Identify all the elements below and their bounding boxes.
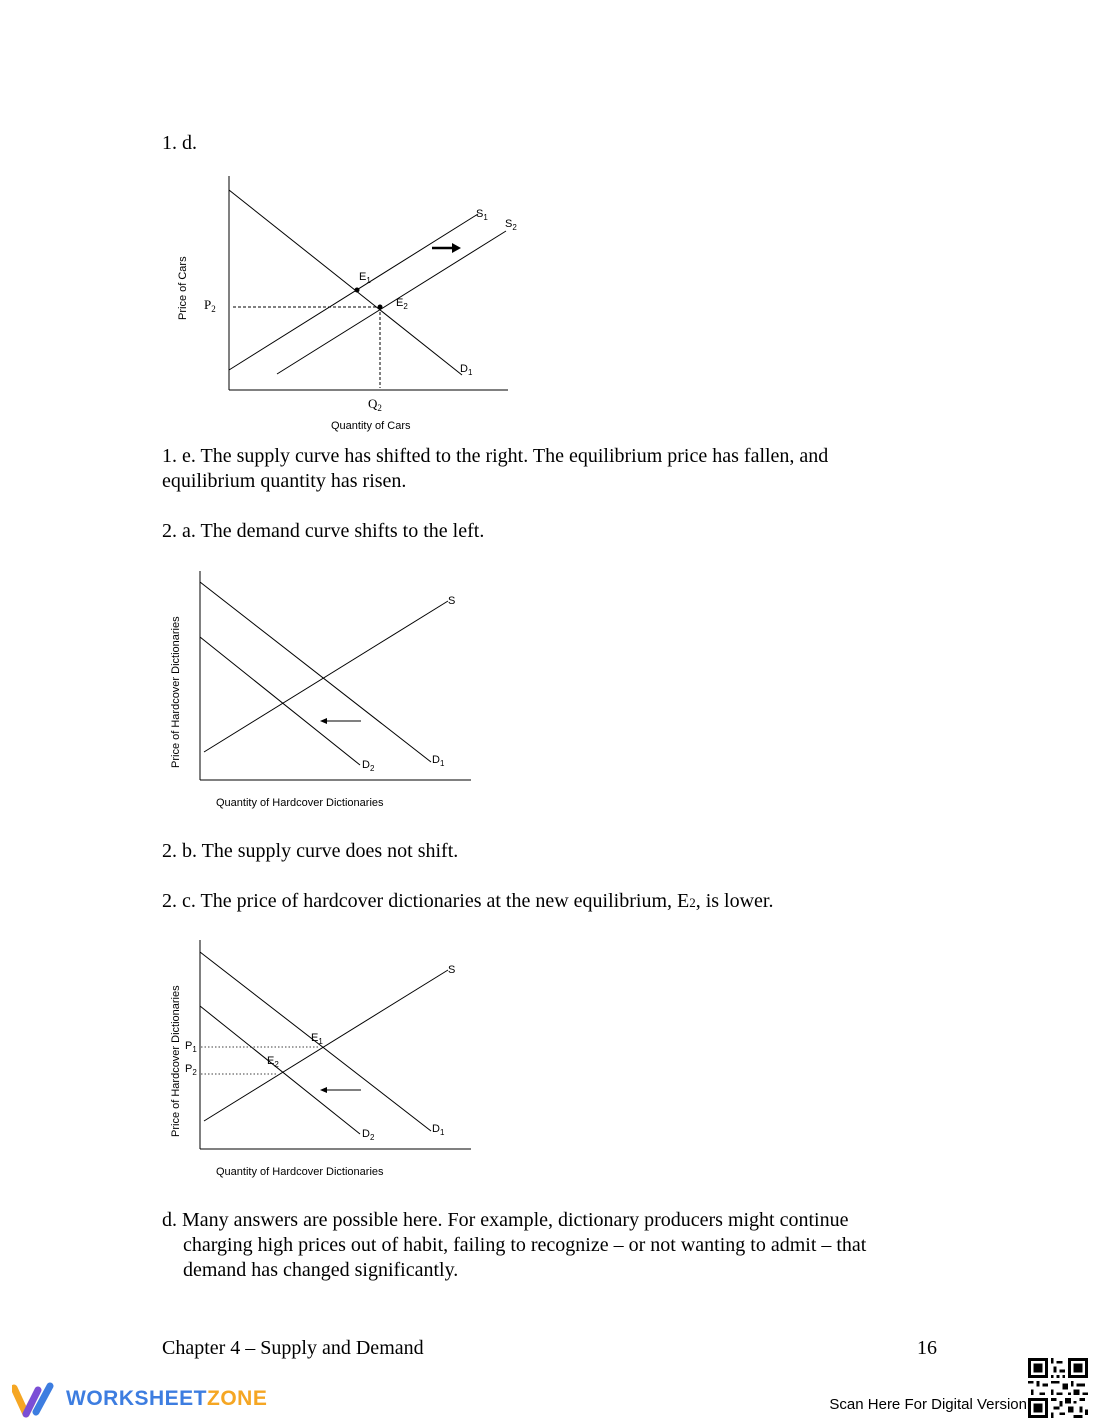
- q2a-text: 2. a. The demand curve shifts to the left.: [162, 520, 485, 542]
- s-label: S: [448, 964, 456, 976]
- e2-label: $E_2$: [396, 297, 408, 311]
- q2d-line2: charging high prices out of habit, failing to recognize – or not wanting to admit – that: [183, 1234, 867, 1256]
- y-axis-label: Price of Cars: [177, 256, 189, 320]
- p2-label: $P_2$: [204, 297, 216, 314]
- y-axis-label: Price of Hardcover Dictionaries: [170, 985, 182, 1137]
- d1-label: $D_1$: [460, 363, 473, 377]
- s-label: S: [448, 595, 456, 607]
- y-axis-label: Price of Hardcover Dictionaries: [170, 616, 182, 768]
- worksheetzone-logo-text[interactable]: WORKSHEETZONE: [66, 1387, 268, 1410]
- q2d-line1: d. Many answers are possible here. For example, dictionary producers might continue: [162, 1209, 849, 1231]
- demand-curve-d2: [200, 637, 360, 765]
- q1e-line1: 1. e. The supply curve has shifted to the right. The equilibrium price has fallen, and: [162, 445, 829, 467]
- p1-label: $P_1$: [185, 1040, 197, 1054]
- supply-curve-s2: [277, 231, 506, 374]
- demand-curve-d1: [200, 582, 431, 762]
- s1-label: $S_1$: [476, 208, 488, 222]
- supply-curve-s: [204, 601, 448, 752]
- d2-label: $D_2$: [362, 759, 375, 773]
- page-number: 16: [917, 1337, 937, 1359]
- p2-label: $P_2$: [185, 1063, 197, 1077]
- e2-label: $E_2$: [267, 1055, 279, 1069]
- x-axis-label: Quantity of Hardcover Dictionaries: [216, 797, 384, 809]
- supply-curve-s1: [229, 214, 478, 370]
- qr-code-icon[interactable]: [1028, 1358, 1088, 1418]
- demand-curve-d1: [229, 190, 462, 375]
- x-axis-label: Quantity of Cars: [331, 420, 411, 432]
- q2b-text: 2. b. The supply curve does not shift.: [162, 840, 459, 862]
- graph-cars: [160, 170, 540, 440]
- q2c-text: 2. c. The price of hardcover dictionaries at the new equilibrium, E2, is lower.: [162, 890, 774, 912]
- chapter-title: Chapter 4 – Supply and Demand: [162, 1337, 424, 1359]
- graph-dictionaries-equilibrium: [160, 935, 490, 1185]
- e1-point: [355, 288, 360, 293]
- graph-dictionaries-shift: [160, 565, 490, 815]
- shift-arrow-head: [320, 1087, 327, 1093]
- d1-label: $D_1$: [432, 1123, 445, 1137]
- e1-label: $E_1$: [311, 1032, 323, 1046]
- x-axis-label: Quantity of Hardcover Dictionaries: [216, 1166, 384, 1178]
- q2-label: $Q_2$: [368, 396, 382, 413]
- d2-label: $D_2$: [362, 1128, 375, 1142]
- q2d-line3: demand has changed significantly.: [183, 1259, 459, 1281]
- q1d-label: 1. d.: [162, 132, 197, 154]
- d1-label: $D_1$: [432, 754, 445, 768]
- supply-curve-s: [204, 970, 448, 1121]
- shift-arrow-head: [452, 243, 461, 253]
- scan-text: Scan Here For Digital Version: [829, 1396, 1027, 1413]
- s2-label: $S_2$: [505, 218, 517, 232]
- q1e-line2: equilibrium quantity has risen.: [162, 470, 407, 492]
- shift-arrow-head: [320, 718, 327, 724]
- worksheetzone-logo-icon[interactable]: [12, 1382, 62, 1418]
- demand-curve-d2: [200, 1006, 360, 1134]
- e1-label: $E_1$: [359, 271, 371, 285]
- e2-point: [378, 305, 383, 310]
